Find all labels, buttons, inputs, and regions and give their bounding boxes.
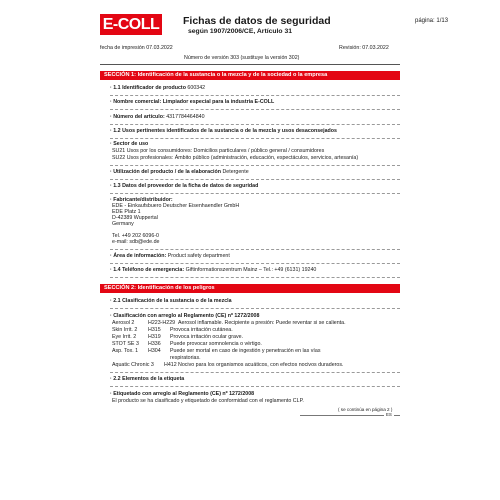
product-use-value: Detergente bbox=[222, 169, 249, 175]
article-number bbox=[110, 114, 205, 121]
manufacturer-label: · Fabricante/distribuidor: bbox=[110, 197, 173, 203]
header-divider bbox=[100, 64, 400, 65]
regulation-label: · Clasificación con arreglo al Reglamento (CE) nº 1272/2008 bbox=[110, 313, 260, 319]
continued-note: ( se continúa en página 2 ) bbox=[338, 407, 393, 412]
divider bbox=[110, 277, 400, 278]
hazard-code: H412 bbox=[164, 362, 177, 368]
divider bbox=[110, 95, 400, 96]
labelling-text: El producto se ha clasificado y etiquetado de conformidad con el reglamento CLP. bbox=[112, 398, 304, 404]
hazard-code: H319 bbox=[148, 334, 161, 340]
divider bbox=[110, 372, 400, 373]
emergency-phone bbox=[110, 267, 316, 274]
article-number-label: · Número del artículo: bbox=[110, 114, 165, 120]
e-coll-logo: E-COLL bbox=[100, 14, 162, 35]
labelling-label: · Etiquetado con arreglo al Reglamento (CE) nº 1272/2008 bbox=[110, 391, 255, 397]
emergency-phone-value: Giftinformationszentrum Mainz – Tel.: +49 (6131) 19240 bbox=[185, 267, 317, 273]
classification-heading: · 2.1 Clasificación de la sustancia o de la mezcla bbox=[110, 298, 232, 304]
divider bbox=[110, 179, 400, 180]
divider bbox=[110, 249, 400, 250]
section-1-heading: SECCIÓN 1: Identificación de la sustancia o la mezcla y de la sociedad o la empresa bbox=[100, 71, 400, 80]
address-line: EDE Platz 1 bbox=[112, 209, 141, 215]
divider bbox=[110, 138, 400, 139]
hazard-statement: Puede ser mortal en caso de ingestión y penetración en las vías bbox=[170, 348, 321, 354]
hazard-statement: Aerosol inflamable. Recipiente a presión: Puede reventar si se calienta. bbox=[178, 320, 346, 326]
divider bbox=[110, 386, 400, 387]
divider bbox=[110, 308, 400, 309]
hazard-statement: Provoca irritación cutánea. bbox=[170, 327, 233, 333]
hazard-statement: Puede provocar somnolencia o vértigo. bbox=[170, 341, 262, 347]
product-use-label: · Utilización del producto / de la elaboración bbox=[110, 169, 221, 175]
information-area-label: · Área de información: bbox=[110, 253, 167, 259]
sector-line: SU22 Usos profesionales: Ámbito público (administración, educación, espectáculos, servicios, artesanía) bbox=[112, 155, 359, 161]
document-title: Fichas de datos de seguridad bbox=[183, 15, 331, 27]
hazard-statement: respiratorias. bbox=[170, 355, 201, 361]
label-elements-heading: · 2.2 Elementos de la etiqueta bbox=[110, 376, 185, 382]
hazard-class: Eye Irrit. 2 bbox=[112, 334, 137, 340]
hazard-class: Aerosol 2 bbox=[112, 320, 135, 326]
hazard-class: Aquatic Chronic 3 bbox=[112, 362, 154, 368]
footer-language-code: ES bbox=[386, 412, 392, 417]
sector-line: SU21 Usos por los consumidores: Domicilios particulares / público general / consumidores bbox=[112, 148, 325, 154]
hazard-code: H223-H229 bbox=[148, 320, 176, 326]
information-area bbox=[110, 253, 230, 260]
emergency-phone-label: · 1.4 Teléfono de emergencia: bbox=[110, 267, 185, 273]
print-date: fecha de impresión 07.03.2022 bbox=[100, 45, 173, 51]
divider bbox=[110, 124, 400, 125]
divider bbox=[110, 165, 400, 166]
uses-heading: · 1.2 Usos pertinentes identificados de la sustancia o de la mezcla y usos desaconsejados bbox=[110, 128, 337, 134]
hazard-code: H304 bbox=[148, 348, 161, 354]
divider bbox=[110, 193, 400, 194]
address-line: EDE - Einkaufsbuero Deutscher Eisenhaendler GmbH bbox=[112, 203, 240, 209]
article-number-value: 4317784464840 bbox=[166, 114, 205, 120]
address-line: Germany bbox=[112, 221, 134, 227]
version-number: Número de versión 303 (sustituye la versión 302) bbox=[184, 55, 300, 61]
hazard-class: Asp. Tox. 1 bbox=[112, 348, 139, 354]
supplier-heading: · 1.3 Datos del proveedor de la ficha de datos de seguridad bbox=[110, 183, 259, 189]
divider bbox=[110, 263, 400, 264]
hazard-statement: Nocivo para los organismos acuáticos, con efectos nocivos duraderos. bbox=[178, 362, 344, 368]
address-line: D-42389 Wuppertal bbox=[112, 215, 158, 221]
hazard-class: STOT SE 3 bbox=[112, 341, 139, 347]
trade-name: · Nombre comercial: Limpiador especial para la industria E-COLL bbox=[110, 99, 275, 105]
sector-of-use-label: · Sector de uso bbox=[110, 141, 149, 147]
page-number: página: 1/13 bbox=[415, 18, 449, 24]
divider bbox=[110, 109, 400, 110]
product-use bbox=[110, 169, 249, 176]
section-2-heading: SECCIÓN 2: Identificación de los peligros bbox=[100, 284, 400, 293]
product-identifier-value: 600342 bbox=[187, 85, 206, 91]
hazard-code: H336 bbox=[148, 341, 161, 347]
revision-date: Revisión: 07.03.2022 bbox=[339, 45, 389, 51]
hazard-class: Skin Irrit. 2 bbox=[112, 327, 138, 333]
product-identifier bbox=[110, 85, 205, 92]
hazard-code: H315 bbox=[148, 327, 161, 333]
footer-rule bbox=[300, 415, 384, 416]
product-identifier-label: · 1.1 Identificador de producto bbox=[110, 85, 186, 91]
hazard-statement: Provoca irritación ocular grave. bbox=[170, 334, 244, 340]
footer-rule bbox=[394, 415, 400, 416]
contact-email: e-mail: sdb@ede.de bbox=[112, 239, 160, 245]
information-area-value: Product safety department bbox=[167, 253, 230, 259]
document-subtitle: según 1907/2006/CE, Artículo 31 bbox=[188, 28, 293, 35]
contact-line: Tel. +49 202 6096-0 bbox=[112, 233, 159, 239]
